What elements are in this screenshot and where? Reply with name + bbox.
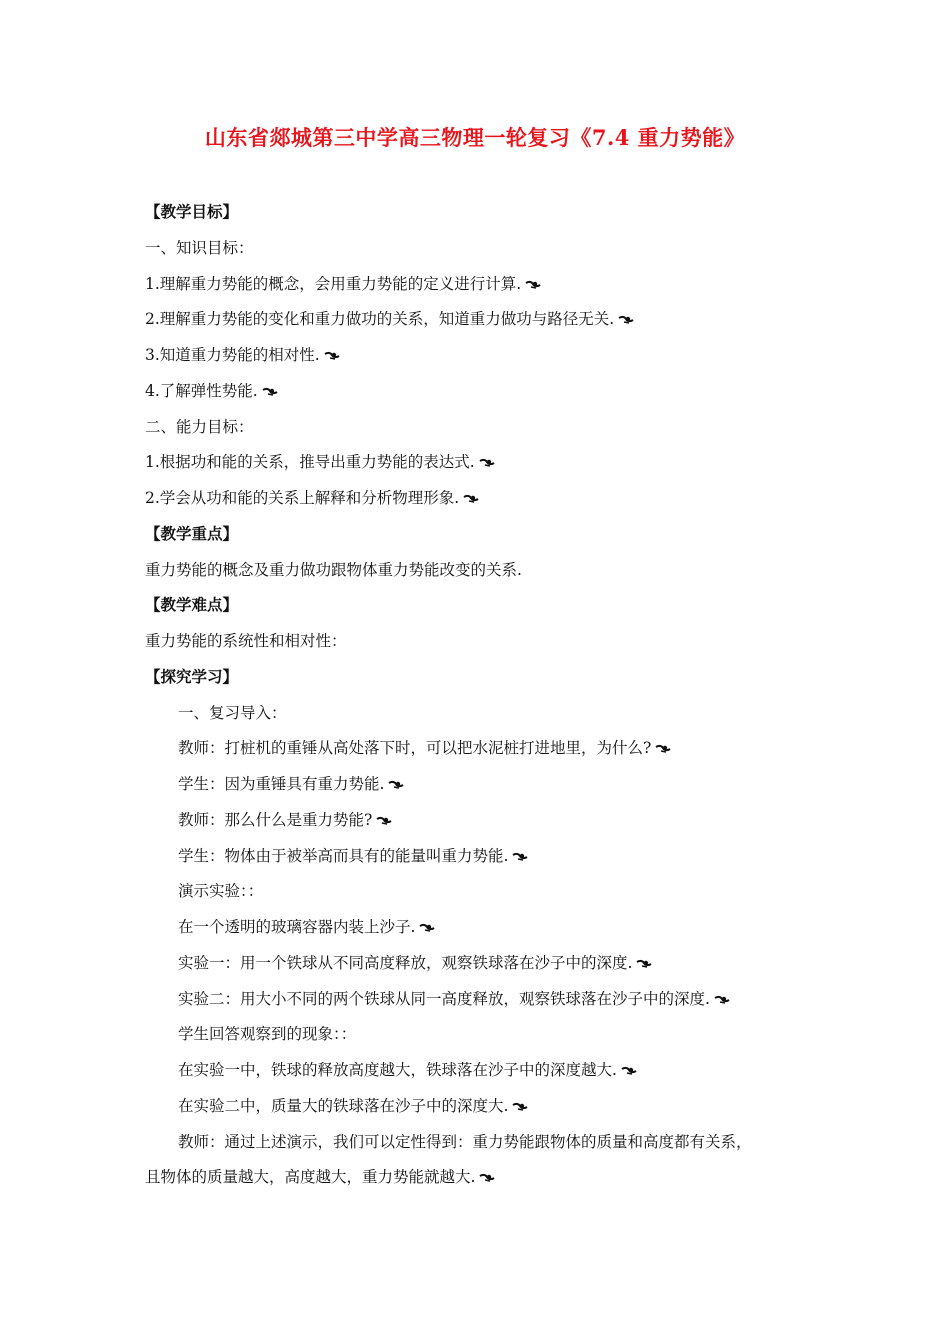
text-line <box>145 238 254 258</box>
text-line <box>178 703 287 723</box>
line-text: 1.理解重力势能的概念，会用重力势能的定义进行计算. <box>145 274 522 293</box>
section-heading <box>145 524 238 544</box>
line-text: 2.理解重力势能的变化和重力做功的关系，知道重力做功与路径无关. <box>145 310 615 329</box>
text-line <box>178 1060 637 1080</box>
line-text: 一、知识目标： <box>145 238 254 257</box>
text-line <box>178 1024 356 1044</box>
line-text: 且物体的质量越大，高度越大，重力势能就越大. <box>145 1168 476 1187</box>
text-line <box>178 881 263 901</box>
text-line <box>178 738 671 758</box>
section-heading <box>145 667 238 687</box>
text-line <box>178 1132 752 1152</box>
paragraph-mark-icon <box>479 458 495 468</box>
line-text: 3.知道重力势能的相对性. <box>145 346 320 364</box>
paragraph-mark-icon <box>463 494 479 504</box>
text-line <box>145 309 634 329</box>
paragraph-mark-icon <box>419 923 435 933</box>
paragraph-mark-icon <box>376 816 392 826</box>
paragraph-mark-icon <box>621 1066 637 1076</box>
paragraph-mark-icon <box>479 1173 495 1183</box>
paragraph-mark-icon <box>324 351 340 361</box>
line-text: 【教学重点】 <box>145 523 239 543</box>
line-text: 二、能力目标： <box>145 417 254 436</box>
text-line <box>145 381 278 401</box>
paragraph-mark-icon <box>262 387 278 397</box>
paragraph-mark-icon <box>618 315 634 325</box>
paragraph-mark-icon <box>512 1102 528 1112</box>
text-line <box>145 417 254 437</box>
text-line <box>145 452 495 472</box>
document-title: 山东省郯城第三中学高三物理一轮复习《7.4 重力势能》 <box>204 125 746 150</box>
line-text: 重力势能的概念及重力做功跟物体重力势能改变的关系. <box>145 560 522 579</box>
line-text: 【教学难点】 <box>145 595 239 615</box>
line-text: 演示实验：： <box>178 882 264 901</box>
text-line <box>145 631 347 651</box>
line-text: 重力势能的系统性和相对性： <box>145 632 347 650</box>
text-line <box>145 488 479 508</box>
text-line <box>145 560 522 580</box>
line-text: 【教学目标】 <box>145 202 239 221</box>
text-line <box>145 1167 495 1187</box>
line-text: 【探究学习】 <box>145 666 239 686</box>
line-text: 实验一：用一个铁球从不同高度释放，观察铁球落在沙子中的深度. <box>178 953 633 972</box>
section-heading <box>145 202 238 222</box>
section-heading <box>145 595 238 615</box>
line-text: 一、复习导入： <box>178 703 287 722</box>
text-line <box>178 917 435 937</box>
line-text: 在实验二中，质量大的铁球落在沙子中的深度大. <box>178 1096 509 1115</box>
line-text: 4.了解弹性势能. <box>145 381 258 400</box>
text-line <box>178 846 528 866</box>
line-text: 学生：因为重锤具有重力势能. <box>178 775 385 793</box>
paragraph-mark-icon <box>636 959 652 969</box>
text-line <box>178 810 392 830</box>
paragraph-mark-icon <box>714 995 730 1005</box>
line-text: 教师：通过上述演示，我们可以定性得到：重力势能跟物体的质量和高度都有关系， <box>178 1132 752 1151</box>
text-line <box>145 345 340 365</box>
paragraph-mark-icon <box>388 780 404 790</box>
text-line <box>178 1096 528 1116</box>
paragraph-mark-icon <box>512 852 528 862</box>
line-text: 在一个透明的玻璃容器内装上沙子. <box>178 918 416 936</box>
line-text: 学生：物体由于被举高而具有的能量叫重力势能. <box>178 846 509 865</box>
line-text: 2.学会从功和能的关系上解释和分析物理形象. <box>145 489 460 507</box>
text-line <box>178 774 404 794</box>
line-text: 在实验一中，铁球的释放高度越大，铁球落在沙子中的深度越大. <box>178 1061 617 1079</box>
paragraph-mark-icon <box>525 280 541 290</box>
line-text: 实验二：用大小不同的两个铁球从同一高度释放，观察铁球落在沙子中的深度. <box>178 989 710 1008</box>
line-text: 教师：打桩机的重锤从高处落下时，可以把水泥桩打进地里，为什么? <box>178 739 652 758</box>
text-line <box>178 989 730 1009</box>
line-text: 1.根据功和能的关系，推导出重力势能的表达式. <box>145 453 475 472</box>
text-line <box>145 274 541 294</box>
paragraph-mark-icon <box>655 744 671 754</box>
line-text: 学生回答观察到的现象：： <box>178 1025 357 1044</box>
text-line <box>178 953 652 973</box>
line-text: 教师：那么什么是重力势能? <box>178 810 373 829</box>
